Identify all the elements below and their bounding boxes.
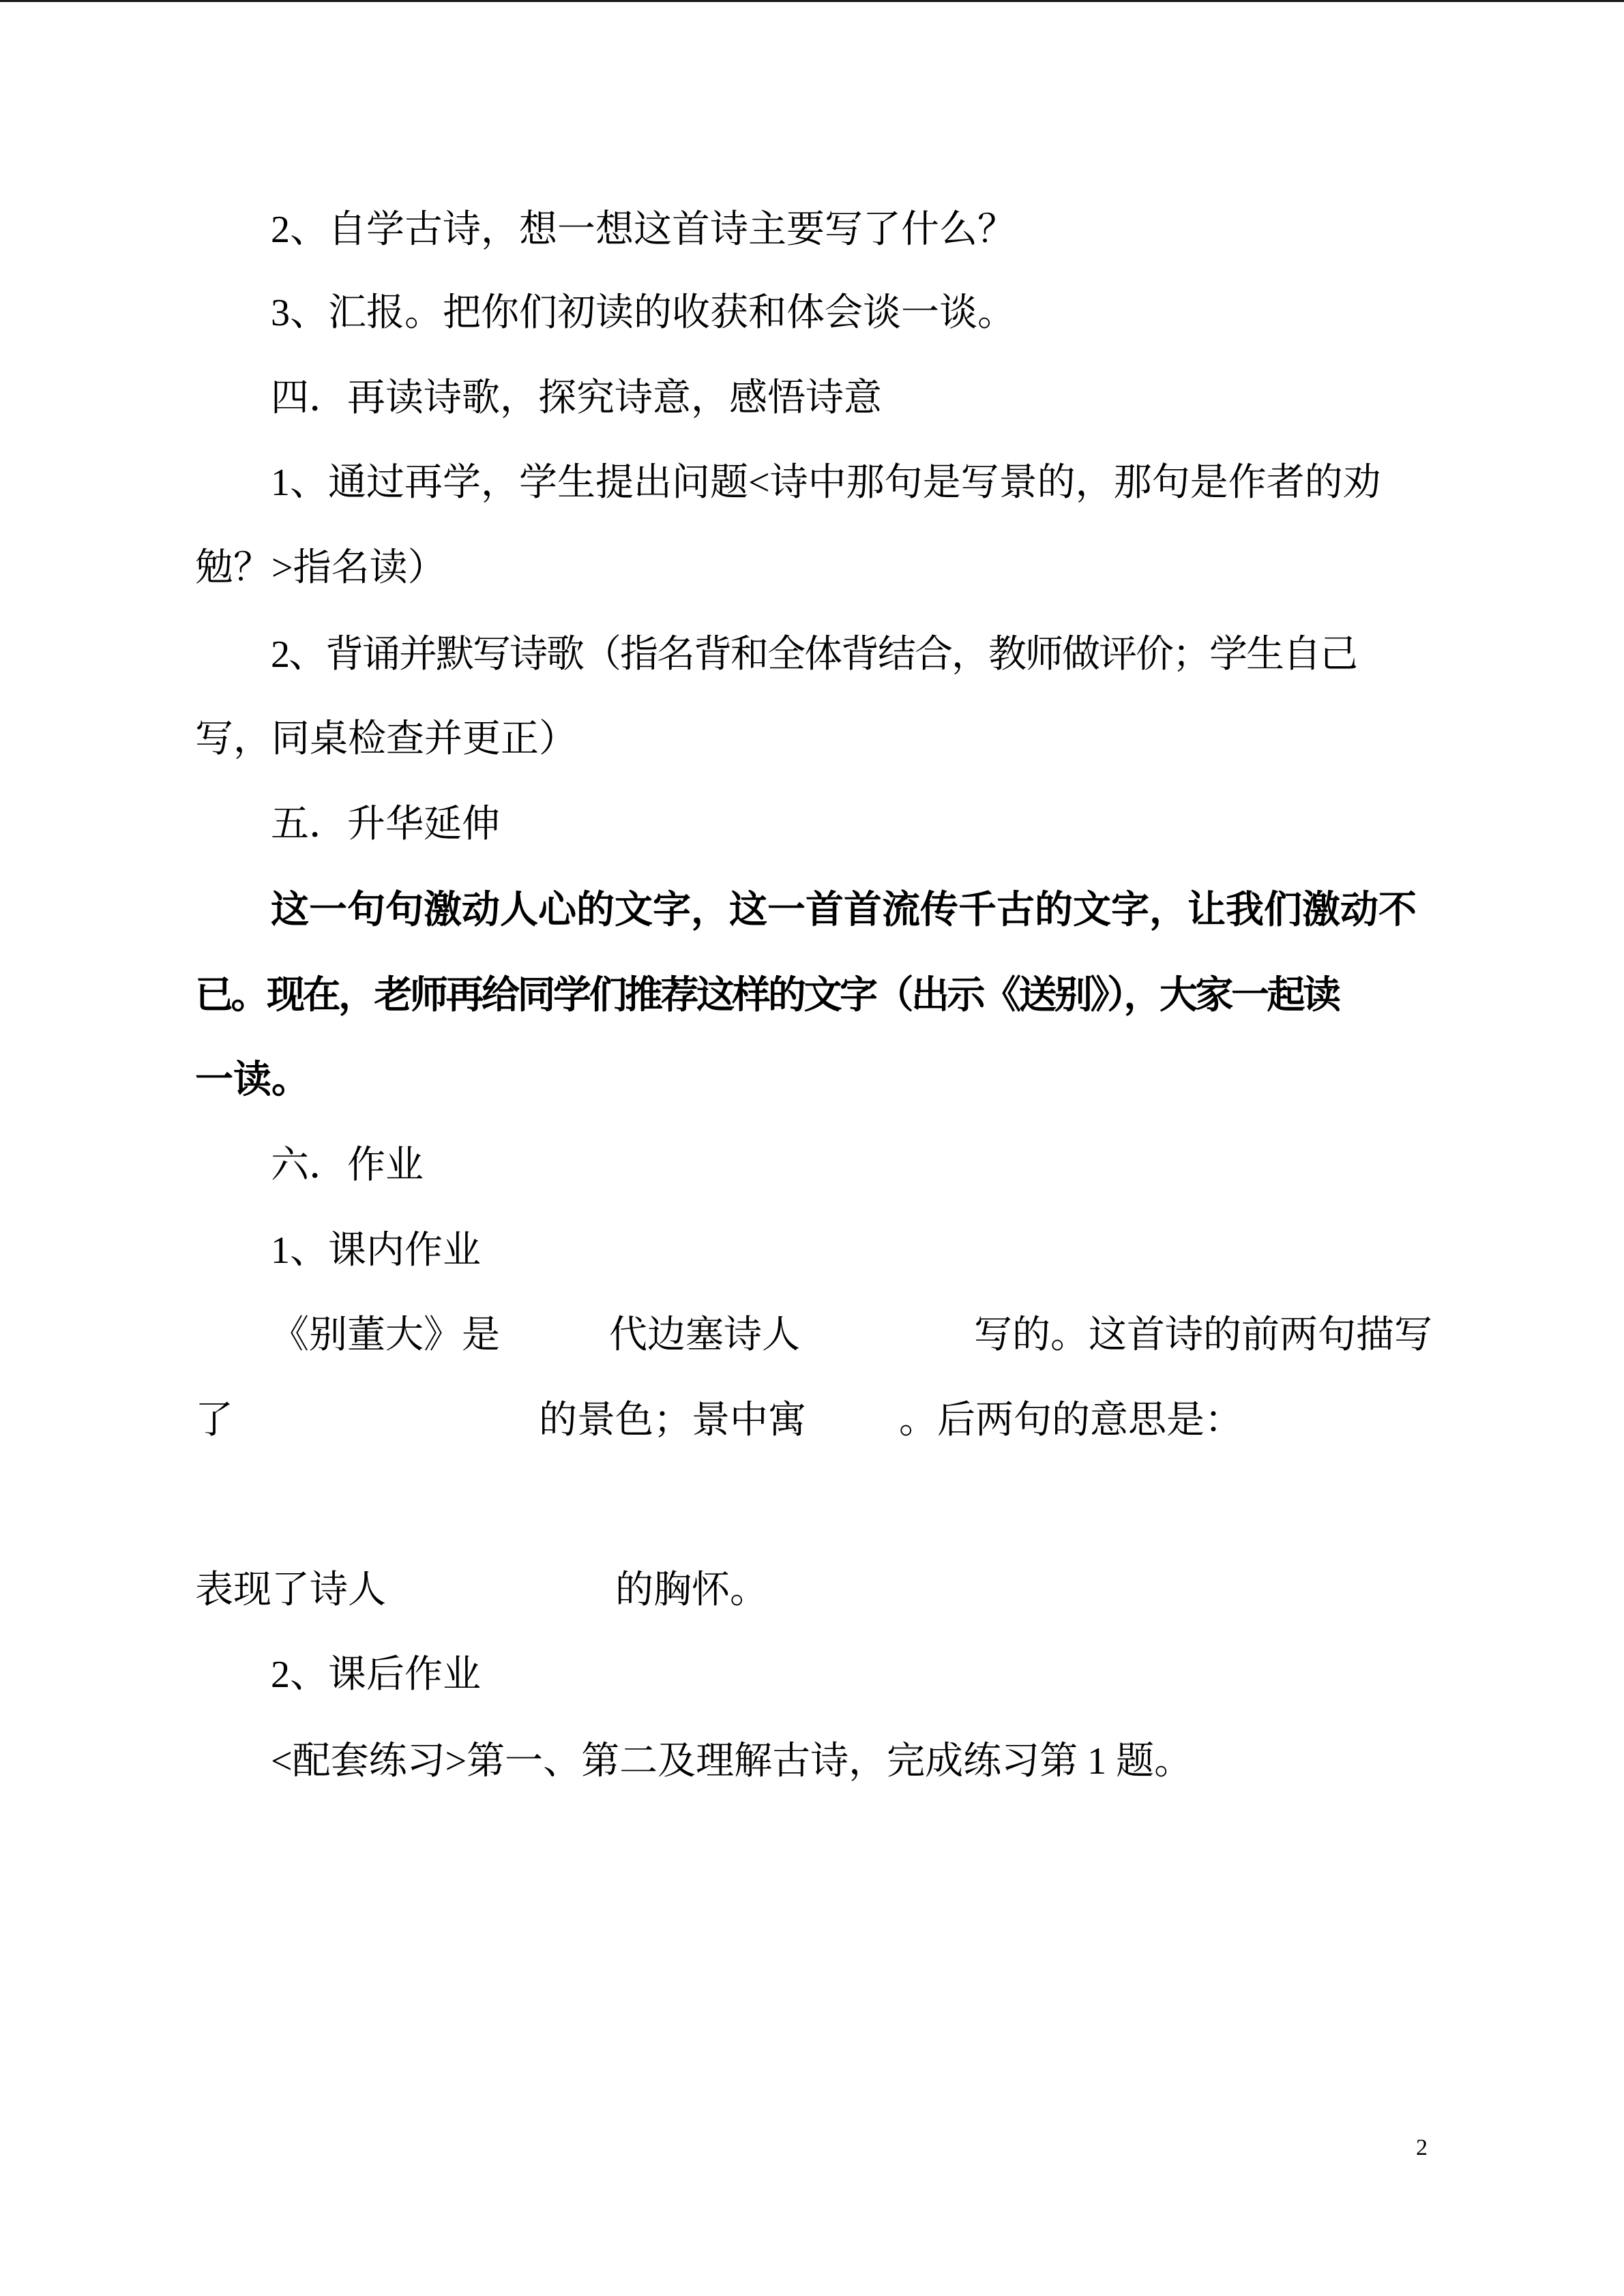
section-5-heading: 五．升华延伸 <box>271 803 500 846</box>
page-top-border <box>0 0 1624 2</box>
fill-in-line-3-part-1: 表现了诗人 <box>195 1569 386 1611</box>
fill-in-line-1-part-3: 写的。这首诗的前两句描写 <box>974 1314 1432 1356</box>
section-5-bold-line-2: 已。现在，老师再给同学们推荐这样的文字（出示《送别》），大家一起读 <box>195 974 1339 1017</box>
homework-2-title: 2、课后作业 <box>271 1654 481 1696</box>
section-6-heading: 六．作业 <box>271 1144 424 1187</box>
step-2-text: 2、自学古诗，想一想这首诗主要写了什么？ <box>271 209 1016 251</box>
section-4-item-1-line-1: 1、通过再学，学生提出问题<诗中那句是写景的，那句是作者的劝 <box>271 462 1381 504</box>
fill-in-line-2-part-3: 。后两句的意思是： <box>899 1399 1243 1442</box>
section-4-item-2-line-1: 2、背诵并默写诗歌（指名背和全体背结合，教师做评价；学生自己 <box>271 633 1357 676</box>
step-3-text: 3、汇报。把你们初读的收获和体会谈一谈。 <box>271 292 1016 334</box>
section-4-heading: 四．再读诗歌，探究诗意，感悟诗意 <box>271 377 882 419</box>
homework-2-text: <配套练习>第一、第二及理解古诗，完成练习第 1 题。 <box>271 1740 1193 1783</box>
page-number: 2 <box>1416 2135 1428 2160</box>
section-4-item-2-line-2: 写，同桌检查并更正） <box>195 718 577 760</box>
fill-in-line-2-part-1: 了 <box>195 1399 233 1442</box>
fill-in-line-1-part-1: 《别董大》是 <box>271 1314 500 1356</box>
fill-in-line-1-part-2: 代边塞诗人 <box>609 1314 800 1356</box>
section-4-item-1-line-2: 勉？>指名读） <box>195 547 446 589</box>
section-5-bold-line-1: 这一句句激动人心的文字，这一首首流传千古的文字，让我们激动不 <box>271 889 1417 931</box>
fill-in-line-2-part-2: 的景色；景中寓 <box>539 1399 806 1442</box>
homework-1-title: 1、课内作业 <box>271 1229 481 1272</box>
fill-in-line-3-part-2: 的胸怀。 <box>615 1569 768 1611</box>
section-5-bold-line-3: 一读。 <box>195 1059 310 1101</box>
